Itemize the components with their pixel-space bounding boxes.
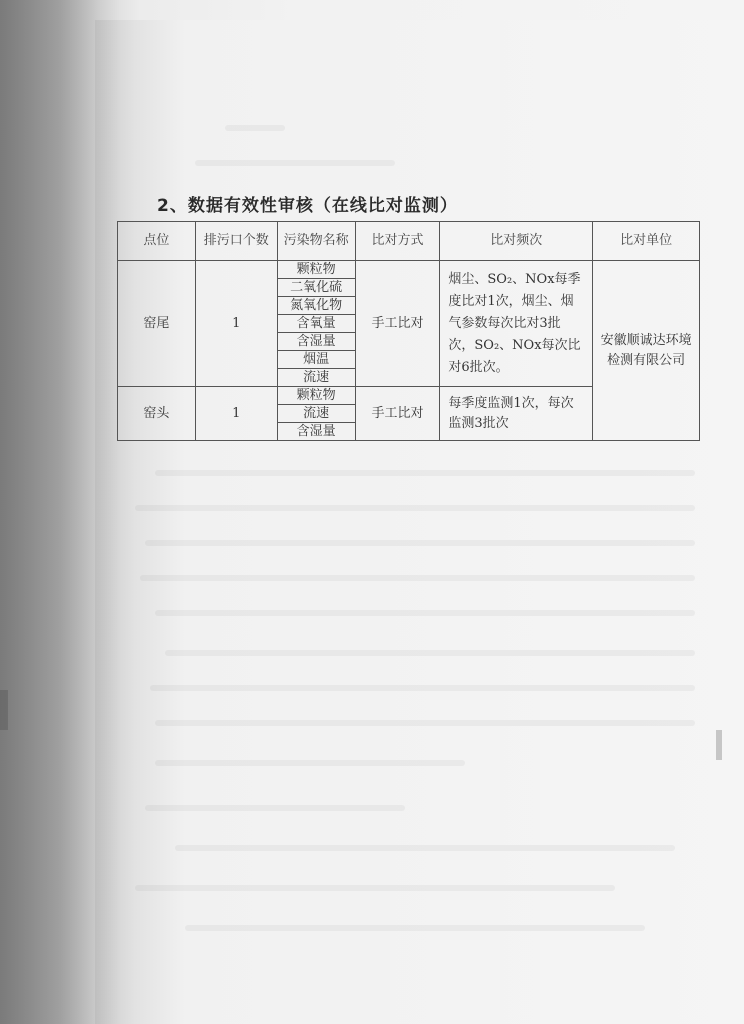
- pollutant-cell: 颗粒物: [277, 261, 355, 279]
- pollutant-cell: 二氧化硫: [277, 279, 355, 297]
- bleed-through-line: [135, 505, 695, 511]
- scan-shadow: [0, 0, 120, 1024]
- method-cell: 手工比对: [355, 387, 440, 441]
- table-row: [118, 261, 700, 279]
- bleed-through-line: [155, 760, 465, 766]
- bleed-through-line: [175, 845, 675, 851]
- pollutant-cell: 含湿量: [277, 333, 355, 351]
- header-pollutant: 污染物名称: [277, 222, 355, 261]
- header-site: 点位: [118, 222, 196, 261]
- bleed-through-line: [145, 540, 695, 546]
- frequency-cell: 每季度监测1次，每次监测3批次: [440, 387, 593, 441]
- site-cell: 窑尾: [118, 261, 196, 387]
- bleed-through-line: [135, 885, 615, 891]
- pollutant-cell: 颗粒物: [277, 387, 355, 405]
- method-cell: 手工比对: [355, 261, 440, 387]
- bleed-through-line: [155, 470, 695, 476]
- pollutant-cell: 流速: [277, 405, 355, 423]
- pollutant-cell: 流速: [277, 369, 355, 387]
- unit-cell: 安徽顺诚达环境检测有限公司: [593, 261, 700, 441]
- edge-mark: [716, 730, 722, 760]
- outlets-cell: 1: [195, 387, 277, 441]
- bleed-through-line: [145, 805, 405, 811]
- pollutant-cell: 烟温: [277, 351, 355, 369]
- bleed-through-line: [150, 685, 695, 691]
- bleed-through-line: [225, 125, 285, 131]
- bleed-through-line: [195, 160, 395, 166]
- table-header-row: [118, 222, 700, 261]
- bleed-through-line: [155, 720, 695, 726]
- edge-mark: [0, 690, 8, 730]
- site-cell: 窑头: [118, 387, 196, 441]
- bleed-through-line: [165, 650, 695, 656]
- header-method: 比对方式: [355, 222, 440, 261]
- comparison-table: [117, 221, 700, 441]
- paper-sheet: [95, 20, 744, 1024]
- header-unit: 比对单位: [593, 222, 700, 261]
- pollutant-cell: 含湿量: [277, 423, 355, 441]
- section-heading: 2、数据有效性审核（在线比对监测）: [157, 196, 458, 216]
- frequency-cell: 烟尘、SO₂、NOx每季度比对1次，烟尘、烟气参数每次比对3批次，SO₂、NOx每次比对6批次。: [440, 261, 593, 387]
- bleed-through-line: [155, 610, 695, 616]
- pollutant-cell: 氮氧化物: [277, 297, 355, 315]
- pollutant-cell: 含氧量: [277, 315, 355, 333]
- bleed-through-line: [140, 575, 695, 581]
- outlets-cell: 1: [195, 261, 277, 387]
- header-outlets: 排污口个数: [195, 222, 277, 261]
- bleed-through-line: [185, 925, 645, 931]
- header-frequency: 比对频次: [440, 222, 593, 261]
